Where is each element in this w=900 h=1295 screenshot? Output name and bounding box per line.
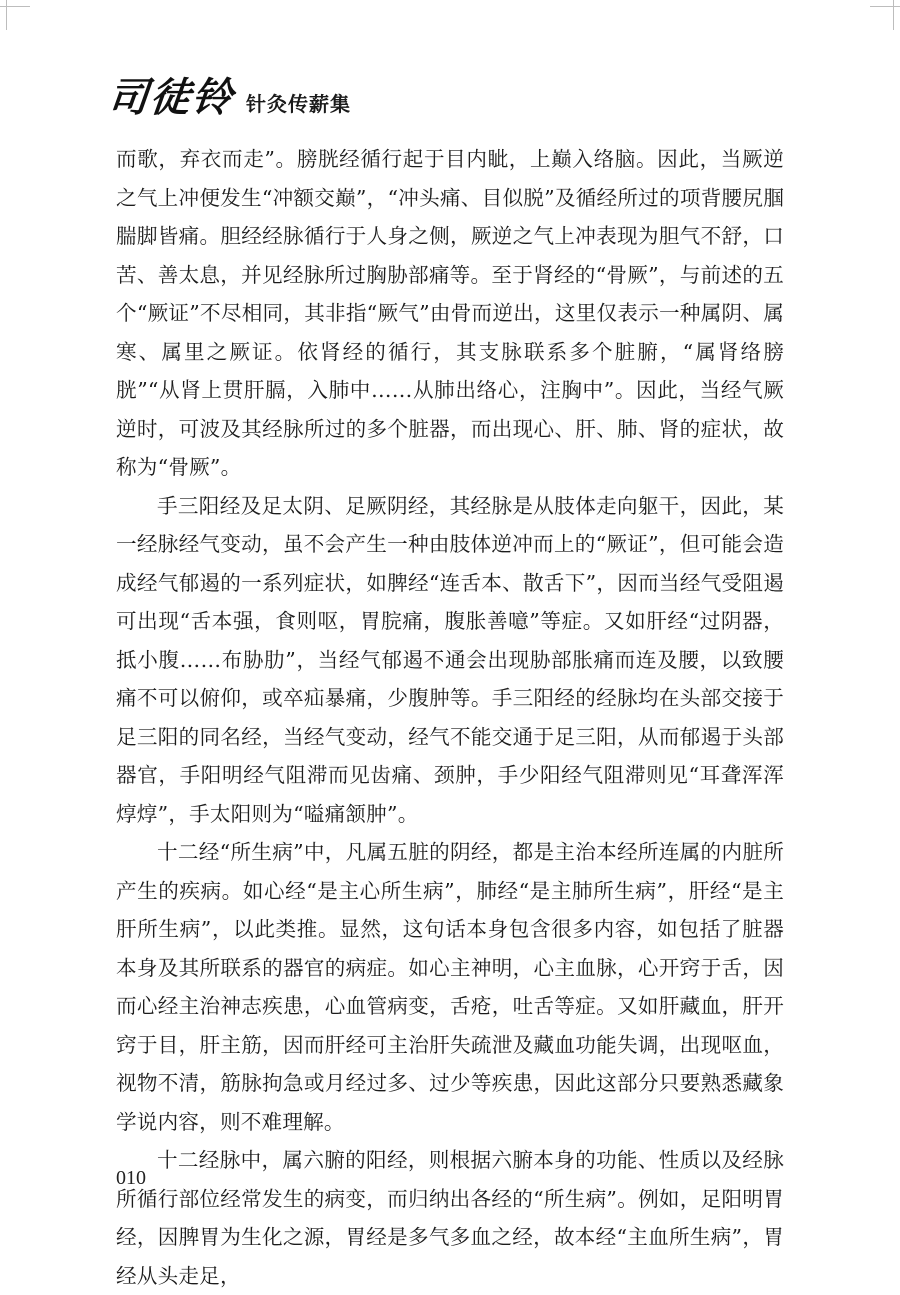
paragraph: 十二经“所生病”中，凡属五脏的阴经，都是主治本经所连属的内脏所产生的疾病。如心经“是主心所生病”，肺经“是主肺所生病”，肝经“是主肝所生病”，以此类推。显然，这句话本身包含很多内容，如包括了脏器本身及其所联系的器官的病症。如心主神明，心主血脉，心开窍于舌，因而心经主治神志疾患，心血管病变，舌疮，吐舌等症。又如肝藏血，肝开窍于目，肝主筋，因而肝经可主治肝失疏泄及藏血功能失调，出现呕血，视物不清，筋脉拘急或月经过多、过少等疾患，因此这部分只要熟悉藏象学说内容，则不难理解。 <box>116 840 784 1134</box>
crop-mark-top-right-vertical <box>893 0 894 30</box>
book-series-title: 针灸传薪集 <box>246 92 351 116</box>
running-header <box>105 66 351 121</box>
crop-mark-top-left-vertical <box>6 0 7 30</box>
author-calligraphy-logo: 司徒铃 <box>105 74 237 121</box>
paragraph: 手三阳经及足太阴、足厥阴经，其经脉是从肢体走向躯干，因此，某一经脉经气变动，虽不会产生一种由肢体逆冲而上的“厥证”，但可能会造成经气郁遏的一系列症状，如脾经“连舌本、散舌下”，因而当经气受阻遏可出现“舌本强，食则呕，胃脘痛，腹胀善噫”等症。又如肝经“过阴器，抵小腹……布胁肋”，当经气郁遏不通会出现胁部胀痛而连及腰，以致腰痛不可以俯仰，或卒疝暴痛，少腹肿等。手三阳经的经脉均在头部交接于足三阳的同名经，当经气变动，经气不能交通于足三阳，从而郁遏于头部器官，手阳明经气阻滞而见齿痛、颈肿，手少阳经气阻滞则见“耳聋浑浑焞焞”，手太阳则为“嗌痛颔肿”。 <box>116 493 784 826</box>
page-number: 010 <box>116 1167 146 1189</box>
paragraph: 十二经脉中，属六腑的阳经，则根据六腑本身的功能、性质以及经脉所循行部位经常发生的病变，而归纳出各经的“所生病”。例如，足阳明胃经，因脾胃为生化之源，胃经是多气多血之经，故本经“主血所生病”，胃经从头走足， <box>116 1148 784 1288</box>
body-text <box>116 140 784 1295</box>
crop-mark-top-left-horizontal <box>0 6 30 7</box>
paragraph-continued: 而歌，弃衣而走”。膀胱经循行起于目内眦，上巅入络脑。因此，当厥逆之气上冲便发生“冲额交巅”，“冲头痛、目似脱”及循经所过的项背腰尻腘腨脚皆痛。胆经经脉循行于人身之侧，厥逆之气上冲表现为胆气不舒，口苦、善太息，并见经脉所过胸胁部痛等。至于肾经的“骨厥”，与前述的五个“厥证”不尽相同，其非指“厥气”由骨而逆出，这里仅表示一种属阴、属寒、属里之厥证。依肾经的循行，其支脉联系多个脏腑，“属肾络膀胱”“从肾上贯肝膈，入肺中……从肺出络心，注胸中”。因此，当经气厥逆时，可波及其经脉所过的多个脏器，而出现心、肝、肺、肾的症状，故称为“骨厥”。 <box>116 147 784 479</box>
crop-mark-top-right-horizontal <box>870 6 900 7</box>
